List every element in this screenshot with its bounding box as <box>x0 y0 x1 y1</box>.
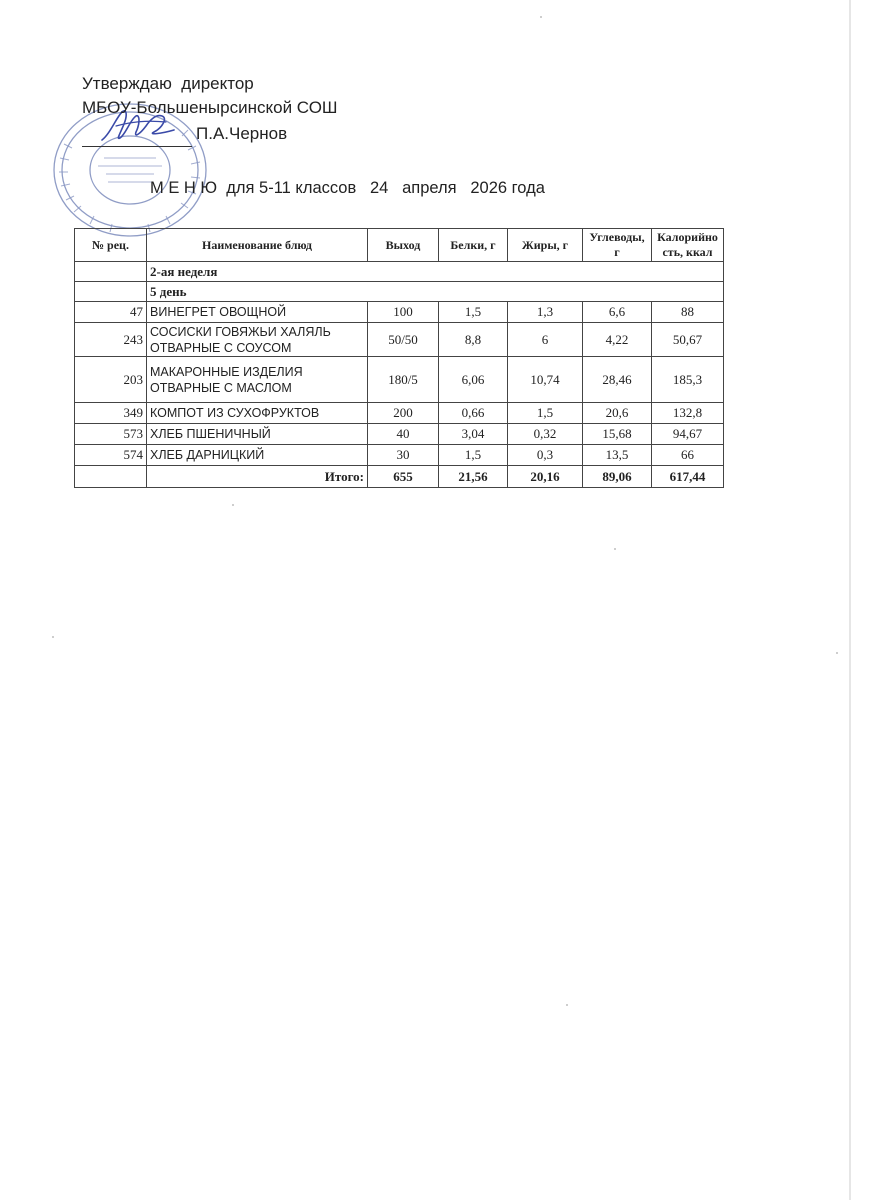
scan-edge <box>849 0 851 1200</box>
signature-line <box>82 146 192 147</box>
header-dish-name: Наименование блюд <box>147 229 368 262</box>
total-label: Итого: <box>147 466 368 488</box>
signer-name: П.А.Чернов <box>196 124 288 143</box>
dish-kcal: 50,67 <box>652 323 724 357</box>
header-kcal <box>652 229 724 262</box>
dish-name: ВИНЕГРЕТ ОВОЩНОЙ <box>147 302 368 323</box>
scan-speck <box>836 652 838 654</box>
dish-yield: 100 <box>368 302 439 323</box>
recipe-number: 47 <box>75 302 147 323</box>
dish-carbs: 20,6 <box>583 403 652 424</box>
day-label: 5 день <box>147 282 724 302</box>
dish-name: СОСИСКИ ГОВЯЖЬИ ХАЛЯЛЬ ОТВАРНЫЕ С СОУСОМ <box>147 323 368 357</box>
week-row <box>75 262 724 282</box>
dish-kcal: 88 <box>652 302 724 323</box>
dish-protein: 6,06 <box>439 357 508 403</box>
dish-name: МАКАРОННЫЕ ИЗДЕЛИЯ ОТВАРНЫЕ С МАСЛОМ <box>147 357 368 403</box>
scan-speck <box>540 16 542 18</box>
total-yield: 655 <box>368 466 439 488</box>
total-fat: 20,16 <box>508 466 583 488</box>
dish-fat: 6 <box>508 323 583 357</box>
total-protein: 21,56 <box>439 466 508 488</box>
dish-yield: 200 <box>368 403 439 424</box>
dish-kcal: 185,3 <box>652 357 724 403</box>
table-row <box>75 302 724 323</box>
header-kcal-line2: сть, ккал <box>662 245 713 259</box>
dish-carbs: 6,6 <box>583 302 652 323</box>
approval-block <box>82 72 338 120</box>
header-protein: Белки, г <box>439 229 508 262</box>
dish-name: ХЛЕБ ДАРНИЦКИЙ <box>147 445 368 466</box>
menu-table <box>74 228 724 488</box>
dish-fat: 10,74 <box>508 357 583 403</box>
week-label: 2-ая неделя <box>147 262 724 282</box>
dish-carbs: 15,68 <box>583 424 652 445</box>
dish-fat: 1,3 <box>508 302 583 323</box>
recipe-number: 203 <box>75 357 147 403</box>
approval-title: Утверждаю директор <box>82 74 254 93</box>
header-carbs-line1: Углеводы, <box>589 230 645 244</box>
total-carbs: 89,06 <box>583 466 652 488</box>
dish-yield: 40 <box>368 424 439 445</box>
dish-protein: 0,66 <box>439 403 508 424</box>
dish-protein: 8,8 <box>439 323 508 357</box>
header-carbs <box>583 229 652 262</box>
table-row <box>75 323 724 357</box>
total-kcal: 617,44 <box>652 466 724 488</box>
dish-protein: 3,04 <box>439 424 508 445</box>
dish-name: ХЛЕБ ПШЕНИЧНЫЙ <box>147 424 368 445</box>
menu-title: М Е Н Ю для 5-11 классов 24 апреля 2026 года <box>150 179 545 197</box>
school-name: МБОУ-Большенырсинской СОШ <box>82 98 338 117</box>
dish-carbs: 13,5 <box>583 445 652 466</box>
header-recipe: № рец. <box>75 229 147 262</box>
scan-speck <box>232 504 234 506</box>
header-yield: Выход <box>368 229 439 262</box>
scan-speck <box>614 548 616 550</box>
dish-yield: 180/5 <box>368 357 439 403</box>
header-carbs-line2: г <box>614 245 620 259</box>
table-row <box>75 445 724 466</box>
dish-fat: 1,5 <box>508 403 583 424</box>
table-header-row <box>75 229 724 262</box>
recipe-number: 573 <box>75 424 147 445</box>
dish-protein: 1,5 <box>439 302 508 323</box>
scan-speck <box>52 636 54 638</box>
dish-fat: 0,32 <box>508 424 583 445</box>
scan-speck <box>566 1004 568 1006</box>
table-row <box>75 357 724 403</box>
dish-kcal: 132,8 <box>652 403 724 424</box>
dish-kcal: 94,67 <box>652 424 724 445</box>
total-row <box>75 466 724 488</box>
dish-carbs: 4,22 <box>583 323 652 357</box>
recipe-number: 574 <box>75 445 147 466</box>
table-row <box>75 403 724 424</box>
dish-carbs: 28,46 <box>583 357 652 403</box>
table-row <box>75 424 724 445</box>
recipe-number: 243 <box>75 323 147 357</box>
recipe-number: 349 <box>75 403 147 424</box>
header-kcal-line1: Калорийно <box>657 230 718 244</box>
dish-kcal: 66 <box>652 445 724 466</box>
dish-yield: 30 <box>368 445 439 466</box>
dish-yield: 50/50 <box>368 323 439 357</box>
day-row <box>75 282 724 302</box>
header-fat: Жиры, г <box>508 229 583 262</box>
dish-protein: 1,5 <box>439 445 508 466</box>
dish-fat: 0,3 <box>508 445 583 466</box>
dish-name: КОМПОТ ИЗ СУХОФРУКТОВ <box>147 403 368 424</box>
